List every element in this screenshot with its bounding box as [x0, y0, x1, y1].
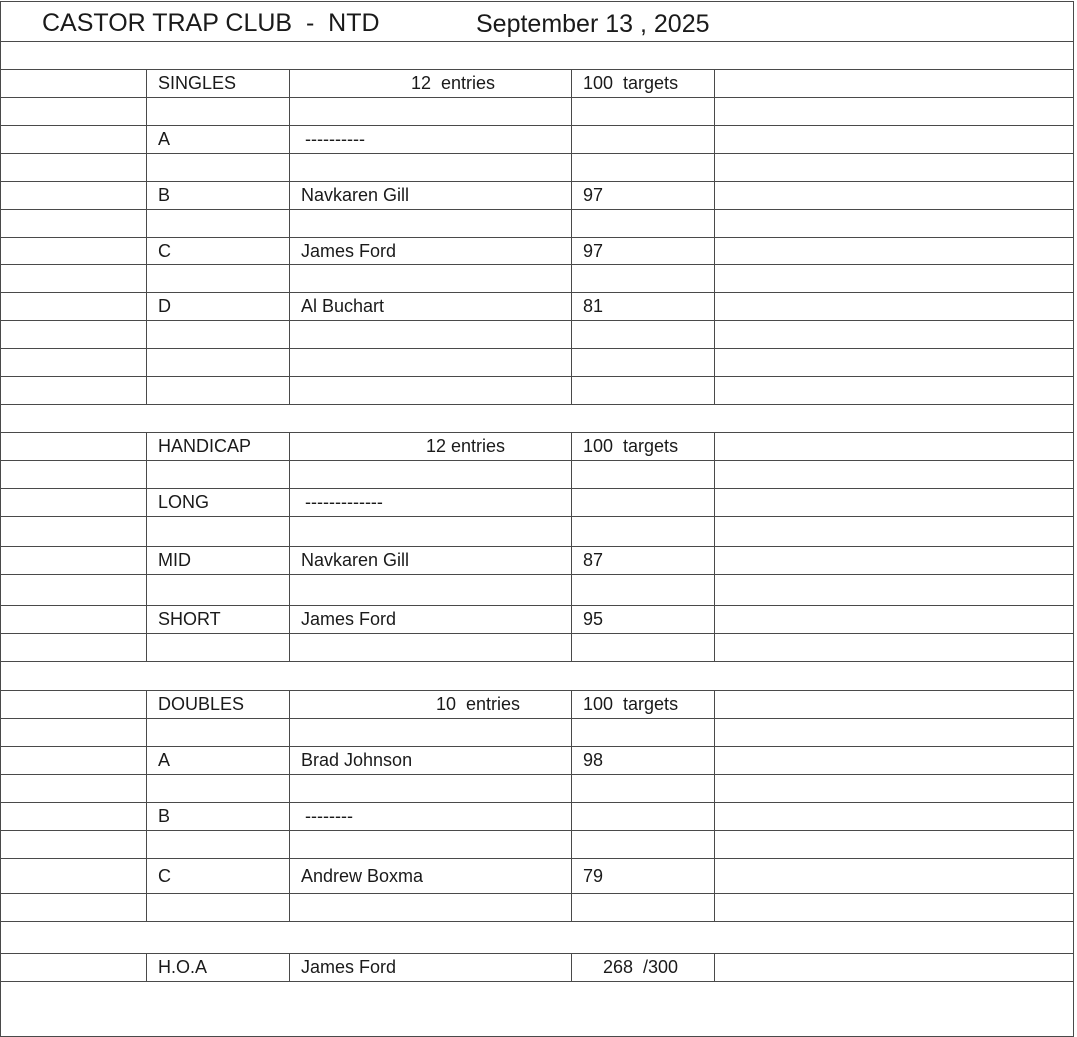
- border-left: [0, 1, 1, 1036]
- class-label: B: [158, 806, 171, 826]
- targets-count: 100 targets: [583, 694, 679, 714]
- grid-hline: [0, 802, 1074, 803]
- grid-vline: [714, 953, 715, 981]
- class-label: SHORT: [158, 609, 221, 629]
- grid-vline: [714, 432, 715, 661]
- shooter-name: James Ford: [301, 609, 397, 629]
- grid-hline: [0, 1, 1074, 2]
- shooter-name: ----------: [305, 129, 365, 149]
- grid-hline: [0, 69, 1074, 70]
- grid-hline: [0, 605, 1074, 606]
- hoa-score: 268 /300: [603, 957, 679, 977]
- grid-hline: [0, 746, 1074, 747]
- shooter-name: Navkaren Gill: [301, 185, 410, 205]
- grid-hline: [0, 432, 1074, 433]
- targets-count: 100 targets: [583, 436, 679, 456]
- grid-vline: [289, 69, 290, 404]
- grid-vline: [289, 432, 290, 661]
- hoa-shooter: James Ford: [301, 957, 397, 977]
- score: 87: [583, 550, 604, 570]
- border-right: [1073, 1, 1074, 1036]
- grid-hline: [0, 718, 1074, 719]
- grid-vline: [571, 69, 572, 404]
- grid-hline: [0, 488, 1074, 489]
- score: 79: [583, 865, 604, 886]
- shooter-name: Navkaren Gill: [301, 550, 410, 570]
- shooter-name: -------------: [305, 492, 383, 512]
- shooter-name: --------: [305, 806, 353, 826]
- shooter-name: Al Buchart: [301, 296, 385, 316]
- section-name: HANDICAP: [158, 436, 252, 456]
- entries-count: 10 entries: [436, 694, 521, 714]
- class-label: MID: [158, 550, 191, 570]
- grid-hline: [0, 292, 1074, 293]
- grid-hline: [0, 774, 1074, 775]
- grid-hline: [0, 858, 1074, 859]
- score: 95: [583, 609, 604, 629]
- shooter-name: Andrew Boxma: [301, 865, 424, 886]
- grid-hline: [0, 181, 1074, 182]
- section-name: DOUBLES: [158, 694, 245, 714]
- grid-vline: [146, 690, 147, 921]
- grid-hline: [0, 921, 1074, 922]
- grid-hline: [0, 404, 1074, 405]
- class-label: B: [158, 185, 171, 205]
- grid-hline: [0, 153, 1074, 154]
- grid-hline: [0, 237, 1074, 238]
- grid-vline: [289, 953, 290, 981]
- targets-count: 100 targets: [583, 73, 679, 93]
- grid-vline: [571, 690, 572, 921]
- grid-hline: [0, 376, 1074, 377]
- grid-vline: [571, 953, 572, 981]
- grid-hline: [0, 41, 1074, 42]
- grid-hline: [0, 264, 1074, 265]
- grid-hline: [0, 209, 1074, 210]
- class-label: LONG: [158, 492, 210, 512]
- entries-count: 12 entries: [411, 73, 496, 93]
- grid-hline: [0, 320, 1074, 321]
- class-label: A: [158, 129, 171, 149]
- class-label: C: [158, 865, 171, 886]
- score: 97: [583, 185, 604, 205]
- grid-hline: [0, 125, 1074, 126]
- class-label: D: [158, 296, 171, 316]
- score: 98: [583, 750, 604, 770]
- grid-hline: [0, 633, 1074, 634]
- grid-vline: [714, 690, 715, 921]
- shooter-name: Brad Johnson: [301, 750, 413, 770]
- grid-hline: [0, 690, 1074, 691]
- hoa-label: H.O.A: [158, 957, 208, 977]
- grid-vline: [571, 432, 572, 661]
- section-name: SINGLES: [158, 73, 237, 93]
- grid-hline: [0, 460, 1074, 461]
- grid-hline: [0, 546, 1074, 547]
- grid-vline: [146, 432, 147, 661]
- grid-hline: [0, 348, 1074, 349]
- shooter-name: James Ford: [301, 240, 397, 261]
- class-label: A: [158, 750, 171, 770]
- score: 81: [583, 296, 604, 316]
- grid-vline: [289, 690, 290, 921]
- grid-vline: [146, 953, 147, 981]
- grid-hline: [0, 893, 1074, 894]
- class-label: C: [158, 240, 171, 261]
- club-title: CASTOR TRAP CLUB - NTD: [42, 9, 380, 37]
- grid-hline: [0, 97, 1074, 98]
- grid-hline: [0, 953, 1074, 954]
- grid-hline: [0, 516, 1074, 517]
- grid-hline: [0, 830, 1074, 831]
- grid-hline: [0, 574, 1074, 575]
- score: 97: [583, 240, 604, 261]
- event-date: September 13 , 2025: [476, 10, 710, 38]
- entries-count: 12 entries: [426, 436, 506, 456]
- grid-hline: [0, 661, 1074, 662]
- grid-hline: [0, 981, 1074, 982]
- grid-vline: [146, 69, 147, 404]
- grid-vline: [714, 69, 715, 404]
